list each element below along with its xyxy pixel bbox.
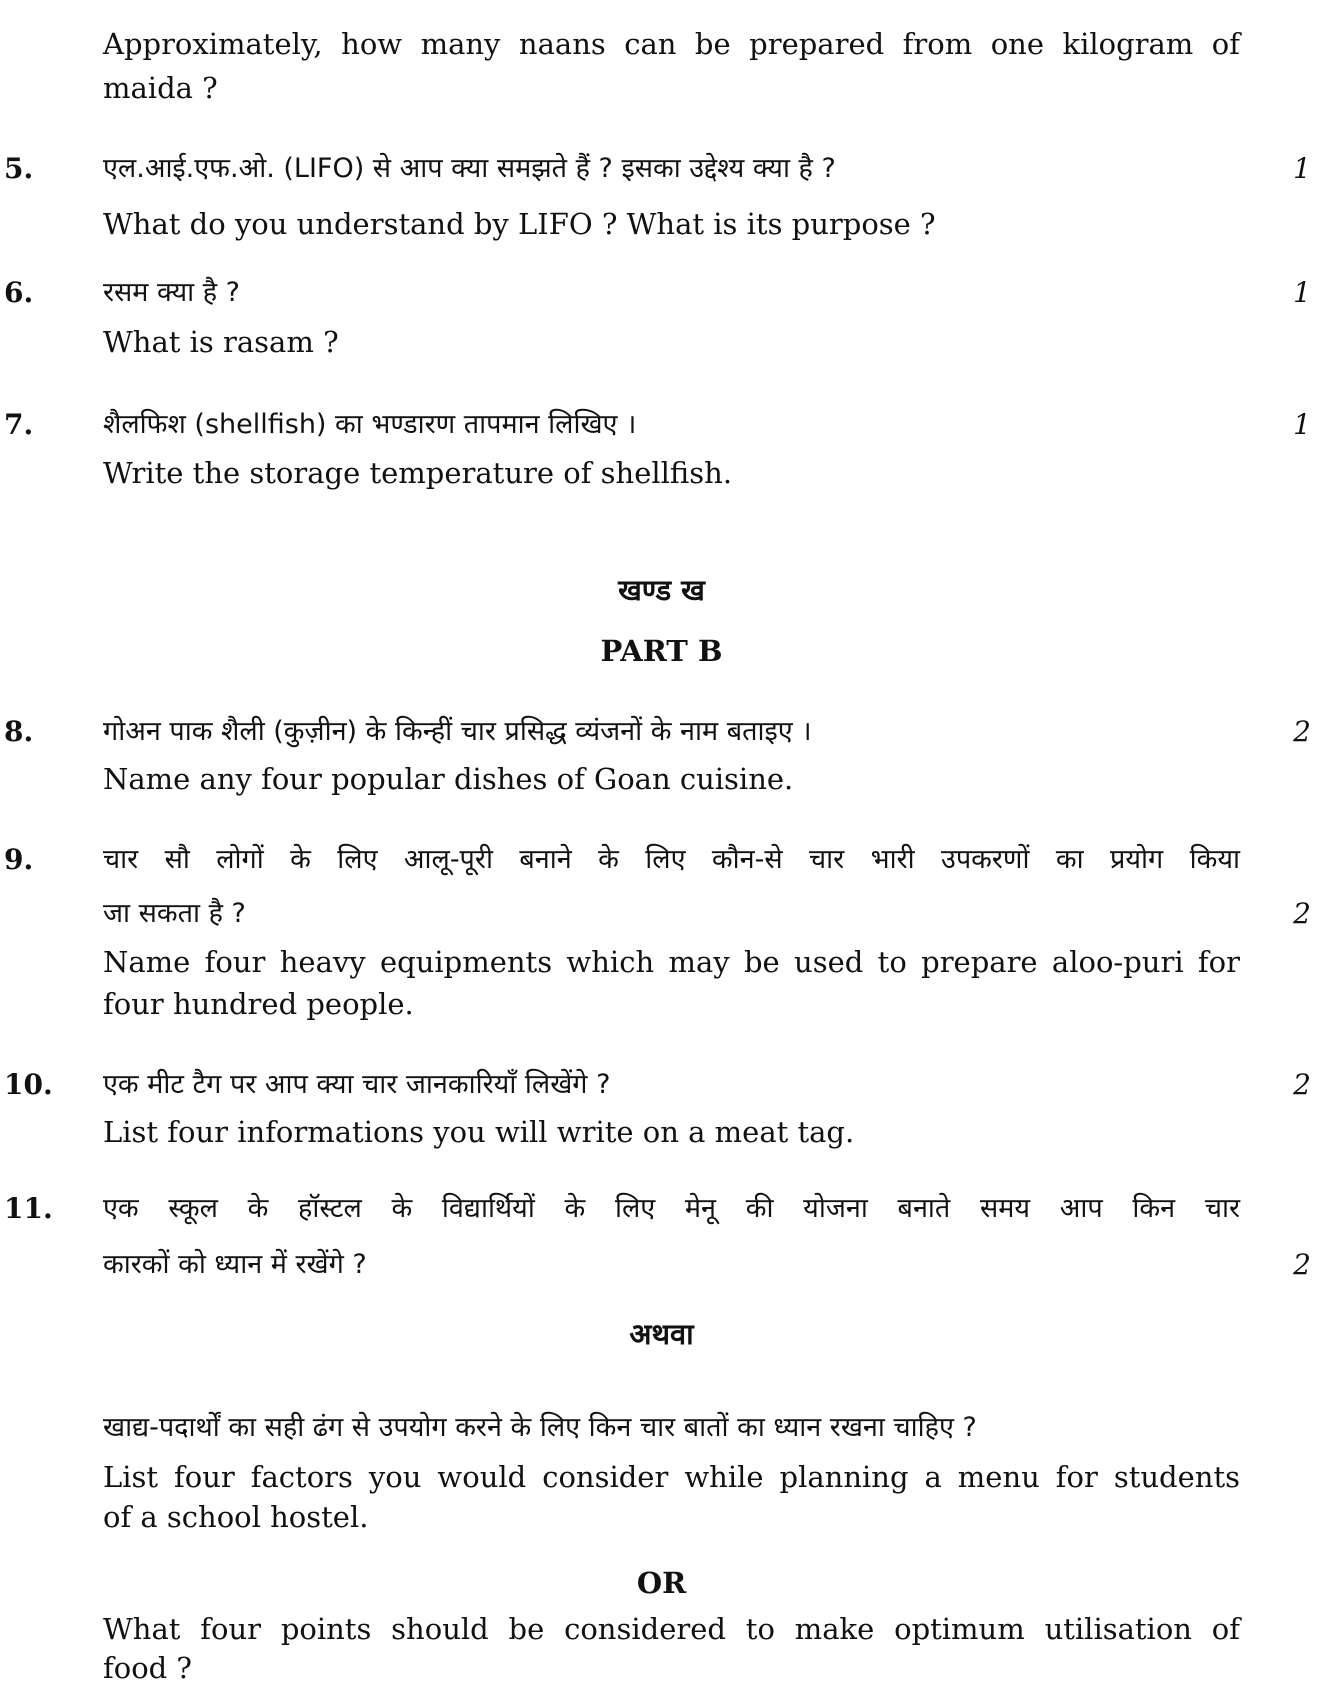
hindi-text: एल.आई.एफ.ओ. (LIFO) से आप क्या समझते हैं ? इसका उद्देश्य क्या है ? [103, 153, 836, 184]
text-line: maida ? [103, 71, 218, 105]
hindi-text: एक स्कूल के हॉस्टल के विद्यार्थियों के लिए मेनू की योजना बनाते समय आप किन चार [103, 1193, 1240, 1224]
hindi-text: जा सकता है ? [103, 898, 246, 929]
section-heading-hindi: खण्ड ख [618, 573, 705, 607]
marks: 1 [1293, 152, 1311, 185]
english-text: What is rasam ? [103, 325, 339, 359]
hindi-text: खाद्य-पदार्थों का सही ढंग से उपयोग करने के लिए किन चार बातों का ध्यान रखना चाहिए ? [103, 1412, 977, 1443]
english-text: What do you understand by LIFO ? What is its purpose ? [103, 207, 936, 241]
hindi-text: गोअन पाक शैली (कुज़ीन) के किन्हीं चार प्रसिद्ध व्यंजनों के नाम बताइए । [103, 716, 812, 747]
question-number: 5. [4, 152, 34, 185]
hindi-text: रसम क्या है ? [103, 277, 240, 308]
hindi-text: शैलफिश (shellfish) का भण्डारण तापमान लिखिए । [103, 409, 637, 440]
marks: 1 [1293, 276, 1311, 309]
question-number: 10. [4, 1068, 53, 1101]
english-text: What four points should be considered to make optimum utilisation of [103, 1612, 1240, 1646]
english-text: Write the storage temperature of shellfish. [103, 456, 733, 490]
hindi-text: कारकों को ध्यान में रखेंगे ? [103, 1249, 367, 1280]
marks: 2 [1293, 715, 1311, 748]
section-heading: PART B [600, 634, 723, 668]
hindi-text: चार सौ लोगों के लिए आलू-पूरी बनाने के लिए कौन-से चार भारी उपकरणों का प्रयोग किया [103, 844, 1240, 875]
question-number: 6. [4, 276, 34, 309]
marks: 2 [1293, 1248, 1311, 1281]
marks: 1 [1293, 408, 1311, 441]
question-number: 11. [4, 1192, 53, 1225]
english-text: List four factors you would consider while planning a menu for students [103, 1460, 1240, 1494]
text-line: Approximately, how many naans can be prepared from one kilogram of [103, 27, 1240, 61]
english-text: List four informations you will write on a meat tag. [103, 1115, 855, 1149]
marks: 2 [1293, 897, 1311, 930]
or-heading-hindi: अथवा [629, 1317, 694, 1351]
or-heading: OR [636, 1566, 687, 1600]
question-number: 9. [4, 843, 34, 876]
english-text: Name any four popular dishes of Goan cuisine. [103, 762, 794, 796]
question-number: 7. [4, 408, 34, 441]
english-text: food ? [103, 1651, 192, 1685]
marks: 2 [1293, 1068, 1311, 1101]
english-text: of a school hostel. [103, 1500, 369, 1534]
english-text: four hundred people. [103, 987, 414, 1021]
english-text: Name four heavy equipments which may be used to prepare aloo-puri for [103, 945, 1240, 979]
hindi-text: एक मीट टैग पर आप क्या चार जानकारियाँ लिखेंगे ? [103, 1069, 611, 1100]
question-number: 8. [4, 715, 34, 748]
